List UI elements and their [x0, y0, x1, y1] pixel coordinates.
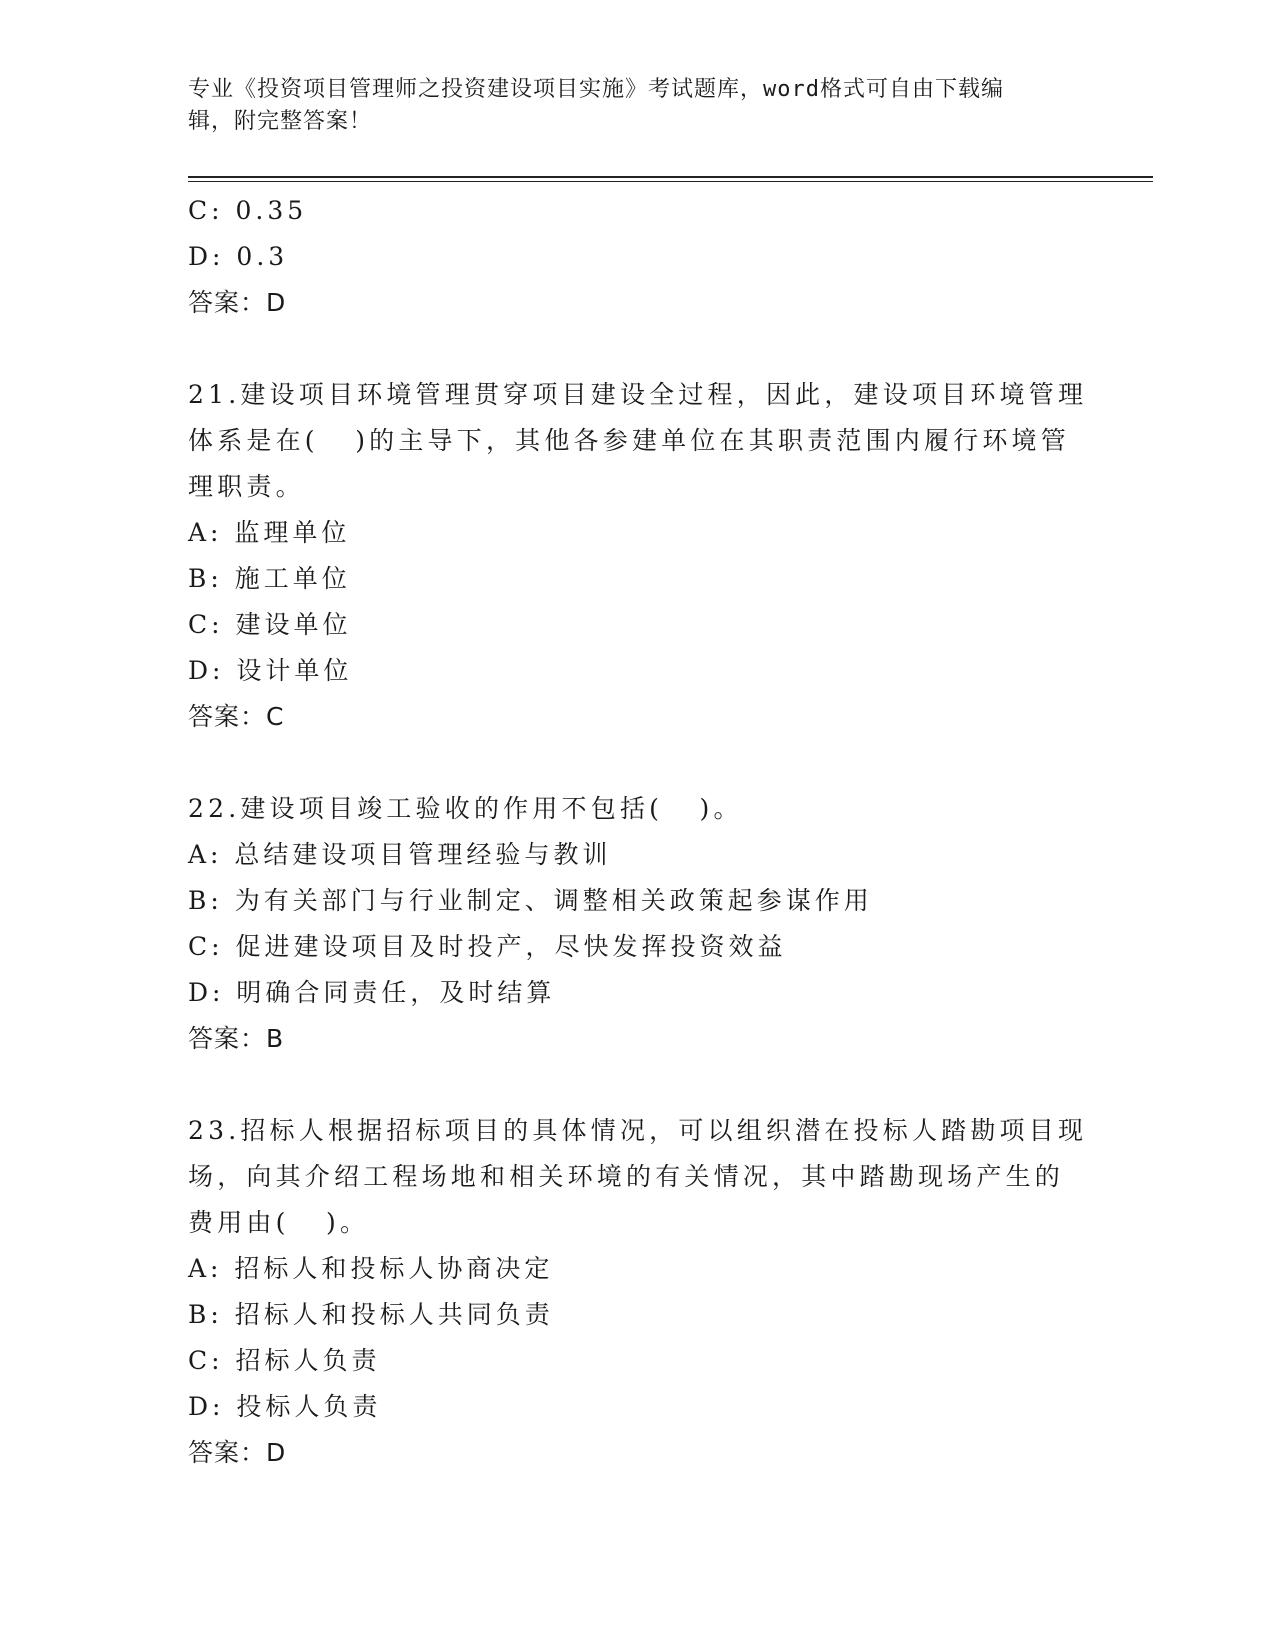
header-line-2: 辑，附完整答案！ [188, 109, 373, 134]
document-body [188, 188, 1088, 1476]
option-b: B: 施工单位 [188, 564, 351, 593]
option-b: B: 招标人和投标人共同负责 [188, 1300, 554, 1329]
option-c: C: 建设单位 [188, 610, 352, 639]
question-21 [188, 372, 1088, 740]
answer-line: 答案：D [188, 288, 287, 317]
option-d: D: 0.3 [188, 242, 289, 271]
option-d: D: 设计单位 [188, 656, 353, 685]
question-text-line: 费用由( )。 [188, 1208, 370, 1237]
option-c: C: 招标人负责 [188, 1346, 381, 1375]
header-line-1: 专业《投资项目管理师之投资建设项目实施》考试题库，word格式可自由下载编 [188, 77, 1004, 102]
question-text-line: 场，向其介绍工程场地和相关环境的有关情况，其中踏勘现场产生的 [188, 1162, 1065, 1191]
option-b: B: 为有关部门与行业制定、调整相关政策起参谋作用 [188, 886, 873, 915]
question-text-line: 体系是在( )的主导下，其他各参建单位在其职责范围内履行环境管 [188, 426, 1070, 455]
header-divider-thin [188, 181, 1153, 182]
spacer [188, 740, 1088, 786]
option-a: A: 总结建设项目管理经验与教训 [188, 840, 612, 869]
option-c: C: 促进建设项目及时投产，尽快发挥投资效益 [188, 932, 787, 961]
spacer [188, 1062, 1088, 1108]
question-20-tail [188, 188, 1088, 326]
question-text-line: 23.招标人根据招标项目的具体情况，可以组织潜在投标人踏勘项目现 [188, 1116, 1088, 1145]
answer-line: 答案：D [188, 1438, 287, 1467]
document-header [188, 74, 1068, 138]
question-23 [188, 1108, 1088, 1476]
question-22 [188, 786, 1088, 1062]
spacer [188, 326, 1088, 372]
option-a: A: 监理单位 [188, 518, 351, 547]
question-text-line: 22.建设项目竣工验收的作用不包括( )。 [188, 794, 743, 823]
answer-line: 答案：C [188, 702, 285, 731]
question-text-line: 理职责。 [188, 472, 305, 501]
header-divider-thick [188, 176, 1153, 178]
option-c: C: 0.35 [188, 196, 308, 225]
option-d: D: 投标人负责 [188, 1392, 382, 1421]
question-text-line: 21.建设项目环境管理贯穿项目建设全过程，因此，建设项目环境管理 [188, 380, 1088, 409]
option-d: D: 明确合同责任，及时结算 [188, 978, 556, 1007]
answer-line: 答案：B [188, 1024, 285, 1053]
option-a: A: 招标人和投标人协商决定 [188, 1254, 554, 1283]
